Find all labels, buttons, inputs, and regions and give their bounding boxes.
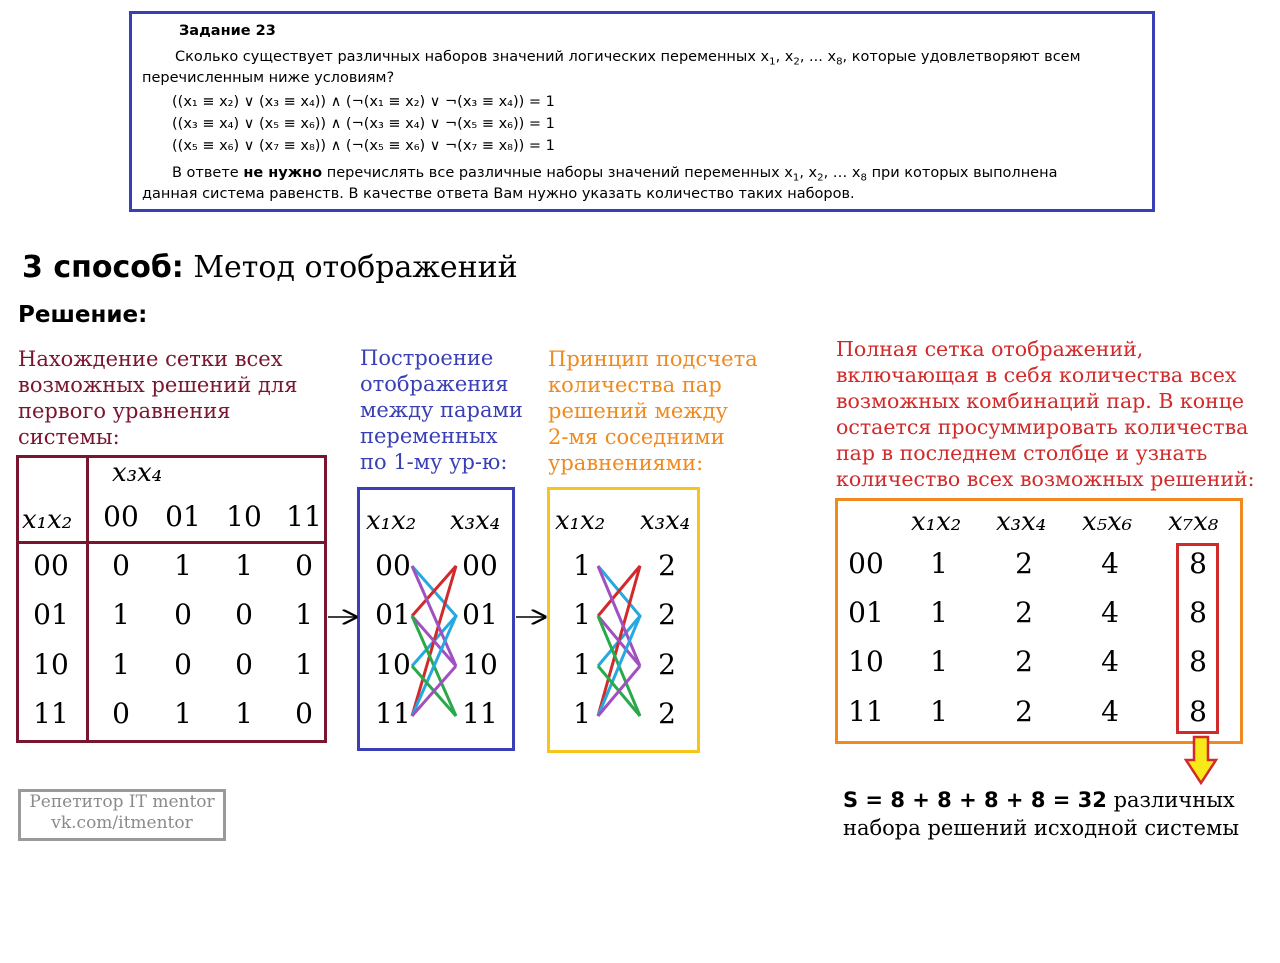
grid-cell: 0 [235,648,253,681]
watermark-line-2: vk.com/itmentor [51,813,193,833]
counting-right-item: 2 [658,549,676,582]
full-cell: 1 [930,695,948,728]
sum-text: различных [1106,788,1235,812]
question-line-1: Сколько существует различных наборов значений логических переменных $x_1$, $x_2$, ... $x_8$, которые удовлетворяют всем [175,49,1081,68]
grid-cell: 1 [235,549,253,582]
full-cell: 4 [1101,695,1119,728]
full-row-label: 10 [848,645,884,678]
full-cell: 1 [930,645,948,678]
mapping-right-item: 11 [462,697,498,730]
full-cell: 2 [1015,596,1033,629]
full-cell: 4 [1101,596,1119,629]
grid-cell: 0 [235,598,253,631]
full-header: x₃x₄ [996,507,1047,537]
full-row-label: 00 [848,547,884,580]
grid-row-label: 11 [33,697,69,730]
equation-1: ((x₁ ≡ x₂) ∨ (x₃ ≡ x₄)) ∧ (¬(x₁ ≡ x₂) ∨ ¬(x₃ ≡ x₄)) = 1 [172,94,555,110]
grid-col-header: x₃x₄ [112,458,163,488]
sum-line-2: набора решений исходной системы [843,816,1240,840]
grid-cell: 1 [295,598,313,631]
grid-cell: 0 [112,549,130,582]
counting-right-item: 2 [658,648,676,681]
full-row-label: 11 [848,695,884,728]
down-arrow-icon [1186,737,1216,783]
grid-cell: 0 [174,598,192,631]
counting-right-header: x₃x₄ [640,506,691,536]
grid-cell: 1 [112,648,130,681]
full-header: x₅x₆ [1082,507,1133,537]
grid-col-label: 10 [226,500,262,533]
mapping-right-item: 10 [462,648,498,681]
counting-left-item: 1 [573,648,591,681]
mapping-left-header: x₁x₂ [366,506,417,536]
counting-left-item: 1 [573,697,591,730]
full-cell: 2 [1015,695,1033,728]
sum-formula: S = 8 + 8 + 8 + 8 = 32 [843,788,1107,812]
full-header: x₇x₈ [1168,507,1219,537]
caption-full-grid: Полная сетка отображений, включающая в себя количества всех возможных комбинаций пар. В конце остается просуммировать количества пар в последнем столбце и узнать количество всех возможных решений: [836,337,1255,491]
full-cell: 8 [1189,596,1207,629]
counting-lines [598,566,640,716]
counting-right-item: 2 [658,598,676,631]
watermark-line-1: Репетитор IT mentor [29,792,215,812]
grid-col-label: 11 [286,500,322,533]
grid-row-header: x₁x₂ [22,505,73,535]
note-line-1: В ответе не нужно перечислять все различные наборы значений переменных $x_1$, $x_2$, … $x_8$ при которых выполнена [172,165,1058,184]
full-cell: 1 [930,596,948,629]
question-line-2: перечисленным ниже условиям? [142,70,395,86]
grid-cell: 0 [112,697,130,730]
full-header: x₁x₂ [911,507,962,537]
task-title: Задание 23 [179,23,276,39]
equation-2: ((x₃ ≡ x₄) ∨ (x₅ ≡ x₆)) ∧ (¬(x₃ ≡ x₄) ∨ ¬(x₅ ≡ x₆)) = 1 [172,116,555,132]
equation-3: ((x₅ ≡ x₆) ∨ (x₇ ≡ x₈)) ∧ (¬(x₅ ≡ x₆) ∨ ¬(x₇ ≡ x₈)) = 1 [172,138,555,154]
grid-row-label: 01 [33,598,69,631]
caption-grid: Нахождение сетки всех возможных решений для первого уравнения системы: [18,347,298,449]
mapping-left-item: 10 [375,648,411,681]
solution-label: Решение: [18,302,148,328]
full-row-label: 01 [848,596,884,629]
grid-cell: 0 [174,648,192,681]
mapping-left-item: 00 [375,549,411,582]
grid-col-label: 01 [165,500,201,533]
counting-left-item: 1 [573,549,591,582]
full-cell: 4 [1101,645,1119,678]
full-cell: 1 [930,547,948,580]
method-heading: 3 способ: Метод отображений [22,250,518,285]
full-cell: 8 [1189,547,1207,580]
sum-result [843,786,1239,842]
grid-row-label: 00 [33,549,69,582]
note-line-2: данная система равенств. В качестве ответа Вам нужно указать количество таких наборов. [142,186,855,202]
full-cell: 4 [1101,547,1119,580]
grid-cell: 0 [295,697,313,730]
grid-cell: 1 [295,648,313,681]
counting-right-item: 2 [658,697,676,730]
full-cell: 8 [1189,645,1207,678]
grid-cell: 1 [174,697,192,730]
mapping-right-item: 00 [462,549,498,582]
full-cell: 8 [1189,695,1207,728]
grid-cell: 0 [295,549,313,582]
watermark [18,789,226,841]
caption-mapping: Построение отображения между парами переменных по 1-му ур-ю: [360,346,523,474]
mapping-lines [412,566,456,716]
grid-cell: 1 [112,598,130,631]
full-cell: 2 [1015,547,1033,580]
counting-left-header: x₁x₂ [555,506,606,536]
mapping-left-item: 01 [375,598,411,631]
full-cell: 2 [1015,645,1033,678]
mapping-right-item: 01 [462,598,498,631]
mapping-left-item: 11 [375,697,411,730]
grid-col-label: 00 [103,500,139,533]
grid-row-label: 10 [33,648,69,681]
grid-cell: 1 [174,549,192,582]
mapping-right-header: x₃x₄ [450,506,501,536]
counting-left-item: 1 [573,598,591,631]
caption-counting: Принцип подсчета количества пар решений между 2-мя соседними уравнениями: [548,347,758,475]
grid-cell: 1 [235,697,253,730]
